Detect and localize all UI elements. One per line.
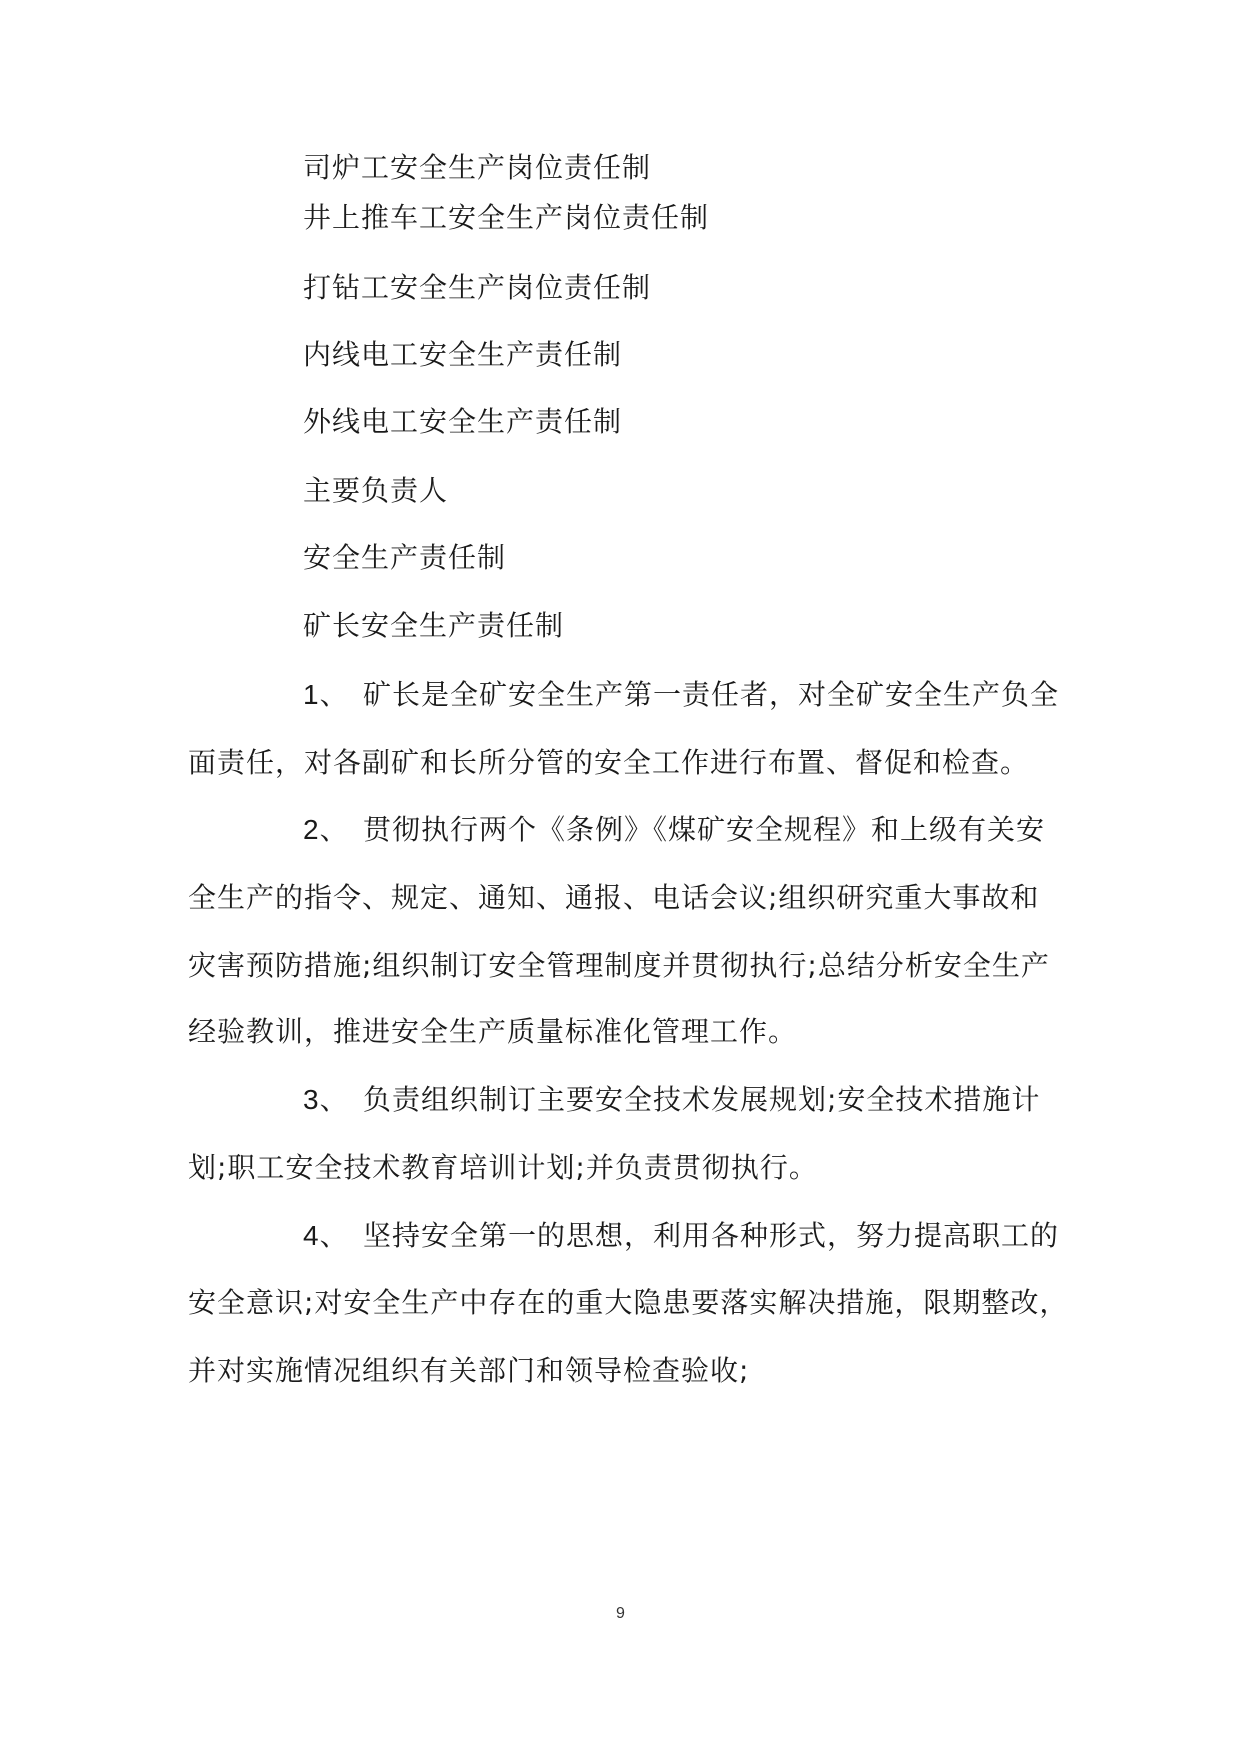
item-1-line-2: 面责任，对各副矿和长所分管的安全工作进行布置、督促和检查。 (188, 746, 1030, 779)
item-4-line-2: 安全意识;对安全生产中存在的重大隐患要落实解决措施，限期整改， (188, 1286, 1069, 1319)
heading-inside-electrician: 内线电工安全生产责任制 (303, 338, 623, 371)
item-1-line-1 (303, 677, 1059, 713)
heading-surface-cart-pusher: 井上推车工安全生产岗位责任制 (303, 201, 710, 234)
item-1-text-1: 矿长是全矿安全生产第一责任者，对全矿安全生产负全 (363, 678, 1060, 711)
item-1-number: 1、 (303, 679, 349, 710)
heading-stoker: 司炉工安全生产岗位责任制 (303, 151, 652, 184)
item-3-text-1: 负责组织制订主要安全技术发展规划;安全技术措施计 (363, 1083, 1041, 1116)
item-3-line-1 (303, 1082, 1040, 1118)
item-2-number: 2、 (303, 814, 349, 845)
item-2-text-1: 贯彻执行两个《条例》《煤矿安全规程》和上级有关安 (363, 813, 1046, 846)
heading-mine-manager: 矿长安全生产责任制 (303, 609, 565, 642)
item-2-line-1 (303, 812, 1045, 848)
item-4-text-1: 坚持安全第一的思想，利用各种形式，努力提高职工的 (363, 1219, 1060, 1252)
item-3-line-2: 划;职工安全技术教育培训计划;并负责贯彻执行。 (188, 1151, 818, 1184)
heading-safety-responsibility: 安全生产责任制 (303, 541, 507, 574)
item-2-line-3: 灾害预防措施;组织制订安全管理制度并贯彻执行;总结分析安全生产 (188, 949, 1050, 982)
heading-driller: 打钻工安全生产岗位责任制 (303, 271, 652, 304)
item-4-line-3: 并对实施情况组织有关部门和领导检查验收; (188, 1354, 750, 1387)
heading-principal: 主要负责人 (303, 474, 449, 507)
item-2-line-4: 经验教训，推进安全生产质量标准化管理工作。 (188, 1015, 798, 1048)
item-3-number: 3、 (303, 1084, 349, 1115)
item-4-line-1 (303, 1218, 1059, 1254)
page-number: 9 (616, 1605, 625, 1622)
item-4-number: 4、 (303, 1220, 349, 1251)
heading-outside-electrician: 外线电工安全生产责任制 (303, 405, 623, 438)
item-2-line-2: 全生产的指令、规定、通知、通报、电话会议;组织研究重大事故和 (188, 881, 1040, 914)
